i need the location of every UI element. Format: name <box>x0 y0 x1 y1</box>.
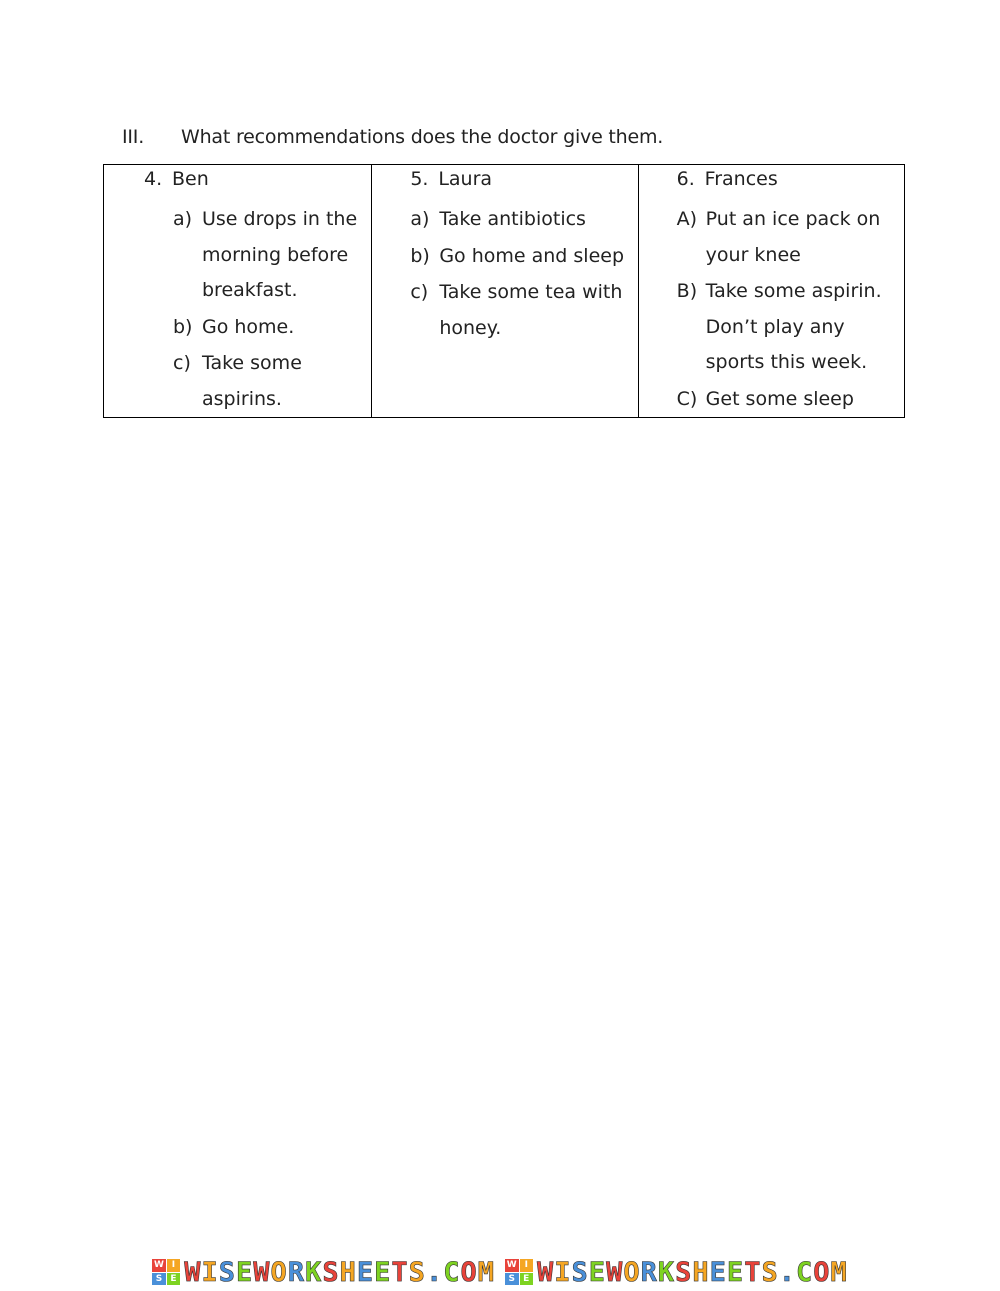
item-text: Use drops in the morning before breakfast. <box>202 208 358 301</box>
column-frances <box>638 165 904 417</box>
item-text: Take antibiotics <box>439 208 586 230</box>
recommendation-item <box>173 202 363 309</box>
question-heading <box>122 126 663 148</box>
item-letter: A) <box>676 208 698 230</box>
recommendation-item <box>173 346 363 417</box>
item-text: Take some tea with honey. <box>439 281 623 339</box>
item-letter: a) <box>410 208 430 230</box>
recommendation-list <box>173 202 363 418</box>
column-header <box>144 166 209 192</box>
logo-group <box>505 1257 848 1288</box>
column-laura <box>371 165 637 417</box>
recommendation-item <box>677 382 903 418</box>
recommendation-list <box>410 202 636 347</box>
item-letter: b) <box>410 244 430 267</box>
recommendation-item <box>677 202 903 273</box>
recommendation-item <box>410 202 636 238</box>
item-letter: c) <box>173 352 191 374</box>
recommendation-list <box>677 202 903 418</box>
recommendation-item <box>677 274 903 381</box>
column-ben <box>104 165 371 417</box>
item-text: Get some sleep <box>705 387 854 410</box>
item-text: Go home. <box>202 315 295 338</box>
item-text: Go home and sleep <box>439 244 625 267</box>
item-letter: c) <box>410 281 429 303</box>
footer-watermark <box>0 1253 1000 1291</box>
item-text: Take some aspirin. Don’t play any sports this week. <box>705 280 882 373</box>
item-text: Put an ice pack on your knee <box>705 208 881 266</box>
logo-text: WISEWORKSHEETS.COM <box>537 1256 848 1288</box>
column-header <box>410 166 492 192</box>
logo-mark-icon: W I S E <box>152 1259 180 1285</box>
item-letter: b) <box>173 315 193 338</box>
patient-name: Ben <box>172 168 209 190</box>
column-header <box>677 166 778 192</box>
recommendation-item <box>410 275 636 346</box>
item-letter: a) <box>173 208 193 230</box>
column-number: 5. <box>410 168 429 190</box>
patient-name: Laura <box>438 168 493 190</box>
recommendation-item <box>173 310 363 346</box>
item-text: Take some aspirins. <box>202 352 302 410</box>
patient-name: Frances <box>704 168 778 190</box>
recommendation-item <box>410 239 636 275</box>
question-text: What recommendations does the doctor give them. <box>181 126 664 148</box>
question-numeral: III. <box>122 126 145 148</box>
logo-mark-icon: W I S E <box>505 1259 533 1285</box>
item-letter: B) <box>676 280 698 302</box>
recommendations-table <box>103 164 905 418</box>
column-number: 4. <box>144 168 163 190</box>
item-letter: C) <box>676 387 698 410</box>
logo-group <box>152 1257 495 1288</box>
logo-text: WISEWORKSHEETS.COM <box>184 1256 495 1288</box>
column-number: 6. <box>676 168 695 190</box>
